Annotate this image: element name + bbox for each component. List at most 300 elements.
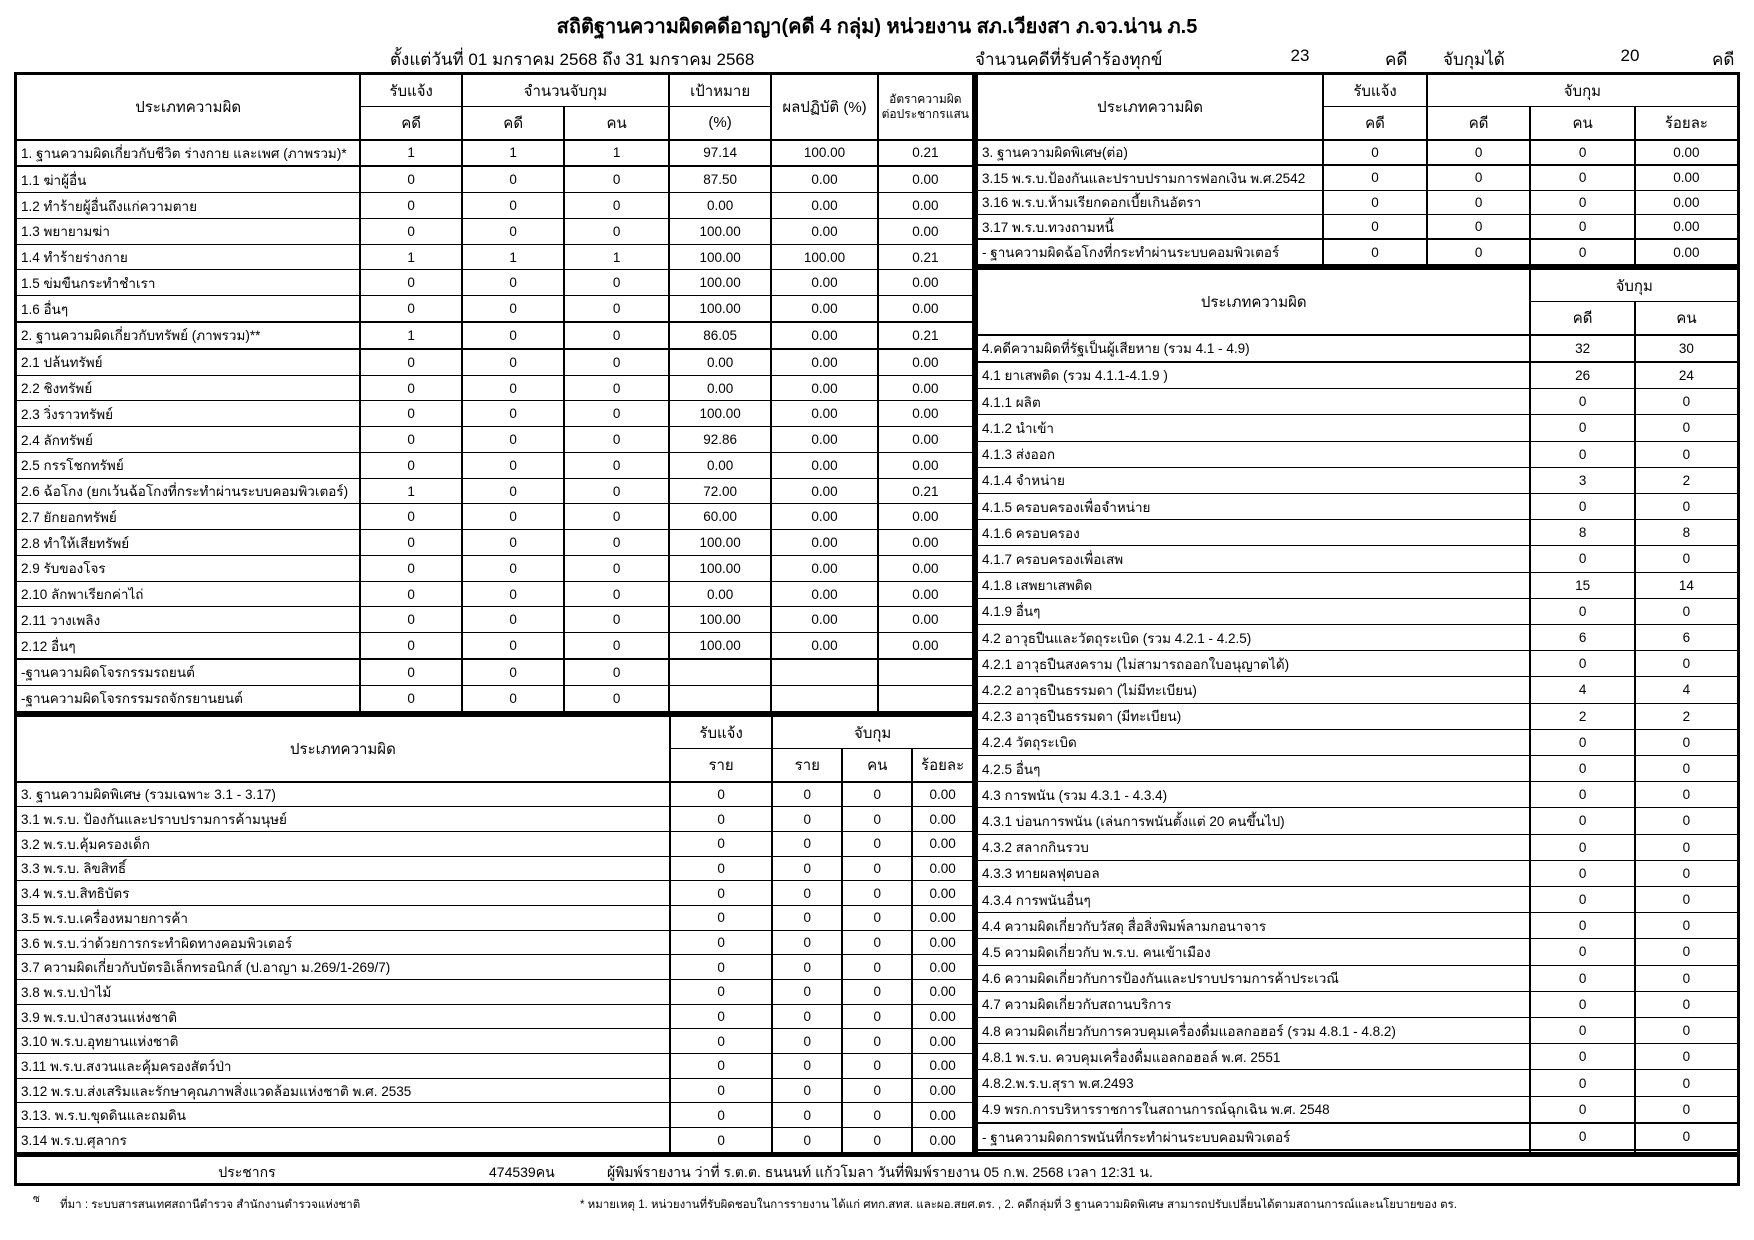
value-cell: 0.00 bbox=[878, 555, 974, 581]
offense-label-cell: 2.11 วางเพลิง bbox=[16, 607, 361, 633]
table-header bbox=[977, 269, 1739, 335]
value-cell: 0.00 bbox=[771, 427, 877, 453]
table-row bbox=[16, 1128, 974, 1154]
value-cell: 0 bbox=[1530, 1070, 1634, 1096]
col-subheader-percent: ร้อยละ bbox=[912, 749, 973, 782]
value-cell: 0.00 bbox=[878, 218, 974, 244]
col-header-arrest: จับกุม bbox=[772, 716, 973, 749]
offense-label-cell: 4.8 ความผิดเกี่ยวกับการควบคุมเครื่องดื่มแอลกอฮอร์ (รวม 4.8.1 - 4.8.2) bbox=[977, 1018, 1531, 1044]
right-column bbox=[975, 72, 1740, 1155]
value-cell: 0.00 bbox=[1635, 165, 1739, 190]
value-cell: 0 bbox=[1530, 1044, 1634, 1070]
offense-label-cell: 3.13. พ.ร.บ.ขุดดินและถมดิน bbox=[16, 1103, 670, 1128]
value-cell: 0.00 bbox=[912, 831, 973, 856]
value-cell: 0 bbox=[1530, 239, 1634, 265]
offense-label-cell: 3.2 พ.ร.บ.คุ้มครองเด็ก bbox=[16, 831, 670, 856]
table-row bbox=[16, 1029, 974, 1054]
arrests-label: จับกุมได้ bbox=[1443, 50, 1505, 69]
value-cell: 0 bbox=[564, 375, 668, 401]
complaints-count: 23 bbox=[1290, 46, 1310, 65]
value-cell: 0.00 bbox=[669, 193, 772, 219]
table-row bbox=[977, 190, 1739, 214]
value-cell bbox=[771, 685, 877, 712]
value-cell: 0 bbox=[1635, 546, 1739, 572]
offense-label-cell: 3.15 พ.ร.บ.ป้องกันและปราบปรามการฟอกเงิน พ.ศ.2542 bbox=[977, 165, 1324, 190]
value-cell: 0 bbox=[772, 1029, 842, 1054]
value-cell: 0 bbox=[1530, 755, 1634, 781]
value-cell: 0 bbox=[462, 581, 565, 607]
value-cell: 0 bbox=[670, 1078, 773, 1103]
value-cell: 1 bbox=[462, 244, 565, 270]
value-cell: 0 bbox=[772, 881, 842, 906]
value-cell: 26 bbox=[1530, 362, 1634, 389]
value-cell: 0 bbox=[842, 1029, 912, 1054]
offense-label-cell: 2.4 ลักทรัพย์ bbox=[16, 427, 361, 453]
table-row bbox=[977, 1150, 1739, 1153]
report-subtitle bbox=[0, 46, 1754, 72]
value-cell: 86.05 bbox=[669, 322, 772, 349]
value-cell: 0.00 bbox=[1635, 214, 1739, 239]
value-cell: 0 bbox=[772, 1078, 842, 1103]
col-header-received: รับแจ้ง bbox=[1323, 74, 1427, 107]
offense-label-cell: 2.8 ทำให้เสียทรัพย์ bbox=[16, 530, 361, 556]
value-cell: 0 bbox=[670, 930, 773, 955]
value-cell: 100.00 bbox=[771, 244, 877, 270]
value-cell: 100.00 bbox=[771, 140, 877, 167]
value-cell: 0 bbox=[564, 401, 668, 427]
value-cell: 0 bbox=[842, 1004, 912, 1029]
value-cell: 0 bbox=[1635, 782, 1739, 808]
value-cell: 0.00 bbox=[771, 530, 877, 556]
offense-label-cell: 3.12 พ.ร.บ.ส่งเสริมและรักษาคุณภาพสิ่งแวดล้อมแห่งชาติ พ.ศ. 2535 bbox=[16, 1078, 670, 1103]
value-cell: 6 bbox=[1635, 624, 1739, 650]
value-cell: 0 bbox=[1530, 140, 1634, 166]
value-cell: 0.00 bbox=[771, 296, 877, 322]
value-cell: 0.00 bbox=[878, 452, 974, 478]
value-cell: 0.00 bbox=[912, 955, 973, 980]
special-offense-table bbox=[14, 714, 975, 1155]
value-cell: 0.00 bbox=[771, 452, 877, 478]
value-cell: 0 bbox=[1635, 493, 1739, 519]
value-cell: 0 bbox=[360, 166, 462, 192]
offense-label-cell: 4.5 ความผิดเกี่ยวกับ พ.ร.บ. คนเข้าเมือง bbox=[977, 939, 1531, 965]
value-cell: 100.00 bbox=[669, 270, 772, 296]
life-property-crime-table bbox=[14, 72, 975, 714]
value-cell: 0 bbox=[1530, 1096, 1634, 1123]
value-cell: 0 bbox=[842, 1054, 912, 1079]
value-cell: 0 bbox=[360, 427, 462, 453]
special-offense-cont-table bbox=[975, 72, 1740, 267]
offense-label-cell: 4.8.2.พ.ร.บ.สุรา พ.ศ.2493 bbox=[977, 1070, 1531, 1096]
value-cell: 0 bbox=[1530, 546, 1634, 572]
value-cell: 0.00 bbox=[878, 401, 974, 427]
value-cell: 0 bbox=[360, 530, 462, 556]
value-cell: 0 bbox=[842, 856, 912, 881]
table-row bbox=[977, 939, 1739, 965]
table-row bbox=[977, 572, 1739, 598]
value-cell: 0 bbox=[1635, 991, 1739, 1017]
offense-label-cell: 3.17 พ.ร.บ.ทวงถามหนี้ bbox=[977, 214, 1324, 239]
table-row bbox=[16, 218, 974, 244]
table-row bbox=[977, 546, 1739, 572]
table-header bbox=[16, 74, 974, 140]
value-cell: 0 bbox=[462, 685, 565, 712]
value-cell: 0 bbox=[670, 1004, 773, 1029]
value-cell: 1 bbox=[564, 140, 668, 167]
offense-label-cell: 2.1 ปล้นทรัพย์ bbox=[16, 349, 361, 375]
offense-label-cell: 2.6 ฉ้อโกง (ยกเว้นฉ้อโกงที่กระทำผ่านระบบคอมพิวเตอร์) bbox=[16, 478, 361, 504]
value-cell: 0 bbox=[1530, 913, 1634, 939]
state-victim-crime-table bbox=[975, 267, 1740, 1155]
value-cell: 0 bbox=[564, 685, 668, 712]
value-cell: 0.00 bbox=[878, 633, 974, 659]
value-cell: 0 bbox=[462, 218, 565, 244]
value-cell: 0 bbox=[564, 581, 668, 607]
value-cell: 0 bbox=[564, 478, 668, 504]
value-cell: 0 bbox=[1427, 165, 1531, 190]
offense-label-cell: 1.2 ทำร้ายผู้อื่นถึงแก่ความตาย bbox=[16, 193, 361, 219]
col-header-received: รับแจ้ง bbox=[360, 74, 462, 107]
value-cell: 0 bbox=[1635, 886, 1739, 912]
value-cell: 0.00 bbox=[878, 270, 974, 296]
table-row bbox=[977, 389, 1739, 415]
value-cell: 0 bbox=[1530, 939, 1634, 965]
value-cell: 0.00 bbox=[912, 1103, 973, 1128]
value-cell: 0 bbox=[670, 1029, 773, 1054]
footnote-mark: ซ bbox=[33, 1194, 40, 1205]
offense-label-cell: 4.7 ความผิดเกี่ยวกับสถานบริการ bbox=[977, 991, 1531, 1017]
value-cell bbox=[1635, 1150, 1739, 1153]
table-row bbox=[16, 349, 974, 375]
value-cell: 100.00 bbox=[669, 296, 772, 322]
table-row bbox=[16, 831, 974, 856]
offense-label-cell: 4.1.3 ส่งออก bbox=[977, 441, 1531, 467]
value-cell: 0.00 bbox=[912, 1004, 973, 1029]
col-subheader-reported: ราย bbox=[670, 749, 773, 782]
value-cell: 0.00 bbox=[771, 581, 877, 607]
value-cell: 0 bbox=[360, 193, 462, 219]
value-cell: 0.00 bbox=[912, 1128, 973, 1154]
value-cell: 0.00 bbox=[771, 607, 877, 633]
table-header bbox=[977, 74, 1739, 140]
table-row bbox=[16, 581, 974, 607]
value-cell: 2 bbox=[1635, 467, 1739, 493]
value-cell: 0.21 bbox=[878, 244, 974, 270]
table-row bbox=[16, 1103, 974, 1128]
population-label: ประชากร bbox=[218, 1164, 276, 1180]
value-cell: 0.00 bbox=[771, 166, 877, 192]
table-row bbox=[977, 493, 1739, 519]
value-cell: 0 bbox=[360, 296, 462, 322]
value-cell: 0 bbox=[462, 530, 565, 556]
value-cell: 0 bbox=[772, 955, 842, 980]
table-row bbox=[977, 1044, 1739, 1070]
table-row bbox=[16, 1004, 974, 1029]
value-cell: 0 bbox=[670, 831, 773, 856]
table-row bbox=[16, 905, 974, 930]
value-cell: 0 bbox=[1427, 239, 1531, 265]
value-cell: 8 bbox=[1530, 520, 1634, 546]
value-cell: 0 bbox=[1530, 214, 1634, 239]
col-header-arrest: จำนวนจับกุม bbox=[462, 74, 669, 107]
value-cell: 0 bbox=[564, 322, 668, 349]
value-cell: 0 bbox=[1635, 965, 1739, 991]
value-cell: 0 bbox=[564, 452, 668, 478]
table-row bbox=[977, 755, 1739, 781]
col-subheader-people: คน bbox=[842, 749, 912, 782]
table-row bbox=[16, 140, 974, 167]
offense-label-cell: 4.2.3 อาวุธปืนธรรมดา (มีทะเบียน) bbox=[977, 703, 1531, 729]
table-row bbox=[16, 166, 974, 192]
value-cell bbox=[669, 659, 772, 685]
value-cell: 0 bbox=[1635, 729, 1739, 755]
value-cell: 0 bbox=[1530, 165, 1634, 190]
value-cell: 0 bbox=[842, 807, 912, 832]
value-cell: 0 bbox=[462, 322, 565, 349]
table-row bbox=[16, 807, 974, 832]
value-cell: 4 bbox=[1530, 677, 1634, 703]
offense-label-cell: 1.5 ข่มขืนกระทำชำเรา bbox=[16, 270, 361, 296]
offense-label-cell: 1.4 ทำร้ายร่างกาย bbox=[16, 244, 361, 270]
value-cell: 0 bbox=[564, 166, 668, 192]
value-cell: 0.00 bbox=[878, 427, 974, 453]
offense-label-cell: - ฐานความผิดฉ้อโกงที่กระทำผ่านระบบคอมพิวเตอร์ bbox=[977, 239, 1324, 265]
value-cell: 0.00 bbox=[912, 881, 973, 906]
value-cell: 1 bbox=[360, 322, 462, 349]
value-cell: 0.00 bbox=[771, 375, 877, 401]
value-cell: 0.00 bbox=[912, 1029, 973, 1054]
value-cell: 0.00 bbox=[669, 452, 772, 478]
source-note: ที่มา : ระบบสารสนเทศสถานีตำรวจ สำนักงานตำรวจแห่งชาติ bbox=[60, 1199, 361, 1211]
value-cell bbox=[771, 659, 877, 685]
offense-label-cell: 3.3 พ.ร.บ. ลิขสิทธิ์ bbox=[16, 856, 670, 881]
value-cell: 0 bbox=[1530, 389, 1634, 415]
table-row bbox=[16, 296, 974, 322]
value-cell: 0 bbox=[1635, 1096, 1739, 1123]
value-cell: 0 bbox=[1323, 190, 1427, 214]
value-cell: 0 bbox=[842, 1103, 912, 1128]
value-cell: 6 bbox=[1530, 624, 1634, 650]
value-cell: 0 bbox=[564, 659, 668, 685]
value-cell: 72.00 bbox=[669, 478, 772, 504]
printed-by-text: ผู้พิมพ์รายงาน ว่าที่ ร.ต.ต. ธนนนท์ แก้วโมลา วันที่พิมพ์รายงาน 05 ก.พ. 2568 เวลา 12:31 น. bbox=[607, 1164, 1153, 1180]
table-row bbox=[16, 633, 974, 659]
value-cell: 0.00 bbox=[1635, 239, 1739, 265]
value-cell: 0 bbox=[462, 270, 565, 296]
table-row bbox=[977, 520, 1739, 546]
value-cell: 0.00 bbox=[771, 193, 877, 219]
value-cell: 0.00 bbox=[878, 607, 974, 633]
table-row bbox=[977, 808, 1739, 834]
col-header-rate: อัตราความผิด ต่อประชากรแสน bbox=[878, 74, 974, 140]
offense-label-cell: -ฐานความผิดโจรกรรมรถยนต์ bbox=[16, 659, 361, 685]
value-cell: 0 bbox=[1530, 190, 1634, 214]
value-cell: 0 bbox=[360, 607, 462, 633]
value-cell: 0 bbox=[1635, 755, 1739, 781]
remark-note: * หมายเหตุ 1. หน่วยงานที่รับผิดชอบในการรายงาน ได้แก่ ศทก.สทส. และผอ.สยศ.ตร. , 2. คดีกลุ่มที่ 3 ฐานความผิดพิเศษ สามารถปรับเปลี่ยนได้ตามสถานการณ์และนโยบายของ ตร. bbox=[580, 1199, 1457, 1211]
offense-label-cell: 4.3.3 ทายผลฟุตบอล bbox=[977, 860, 1531, 886]
offense-label-cell: 4.1.8 เสพยาเสพติด bbox=[977, 572, 1531, 598]
table-row bbox=[16, 504, 974, 530]
value-cell: 0 bbox=[462, 296, 565, 322]
value-cell: 0 bbox=[1427, 214, 1531, 239]
offense-label-cell: -ฐานความผิดโจรกรรมรถจักรยานยนต์ bbox=[16, 685, 361, 712]
value-cell: 0 bbox=[1635, 939, 1739, 965]
table-row bbox=[16, 555, 974, 581]
col-header-received: รับแจ้ง bbox=[670, 716, 773, 749]
offense-label-cell: 4.1.6 ครอบครอง bbox=[977, 520, 1531, 546]
table-row bbox=[977, 239, 1739, 265]
value-cell: 0 bbox=[564, 530, 668, 556]
col-subheader-cases: คดี bbox=[462, 107, 565, 140]
table-row bbox=[16, 659, 974, 685]
offense-label-cell: 4.2.2 อาวุธปืนธรรมดา (ไม่มีทะเบียน) bbox=[977, 677, 1531, 703]
value-cell: 0 bbox=[1635, 808, 1739, 834]
table-row bbox=[16, 930, 974, 955]
value-cell: 0 bbox=[564, 296, 668, 322]
offense-label-cell: 3. ฐานความผิดพิเศษ (รวมเฉพาะ 3.1 - 3.17) bbox=[16, 782, 670, 807]
value-cell: 0 bbox=[462, 193, 565, 219]
col-header-result: ผลปฏิบัติ (%) bbox=[771, 74, 877, 140]
value-cell: 0 bbox=[360, 349, 462, 375]
value-cell: 0 bbox=[462, 607, 565, 633]
value-cell: 0 bbox=[360, 659, 462, 685]
col-subheader-cases: คดี bbox=[360, 107, 462, 140]
value-cell: 0 bbox=[1635, 651, 1739, 677]
value-cell: 0 bbox=[772, 1103, 842, 1128]
value-cell: 100.00 bbox=[669, 607, 772, 633]
value-cell: 14 bbox=[1635, 572, 1739, 598]
value-cell: 100.00 bbox=[669, 244, 772, 270]
value-cell: 0.00 bbox=[771, 218, 877, 244]
value-cell: 0 bbox=[772, 1004, 842, 1029]
value-cell: 0.00 bbox=[669, 581, 772, 607]
table-row bbox=[977, 165, 1739, 190]
value-cell: 87.50 bbox=[669, 166, 772, 192]
value-cell: 100.00 bbox=[669, 401, 772, 427]
value-cell: 1 bbox=[360, 244, 462, 270]
offense-label-cell: 3.11 พ.ร.บ.สงวนและคุ้มครองสัตว์ป่า bbox=[16, 1054, 670, 1079]
table-row bbox=[977, 441, 1739, 467]
offense-label-cell: 1. ฐานความผิดเกี่ยวกับชีวิต ร่างกาย และเพศ (ภาพรวม)* bbox=[16, 140, 361, 167]
value-cell: 100.00 bbox=[669, 633, 772, 659]
offense-label-cell: 3.5 พ.ร.บ.เครื่องหมายการค้า bbox=[16, 905, 670, 930]
value-cell: 0.00 bbox=[912, 980, 973, 1005]
value-cell: 0.00 bbox=[912, 905, 973, 930]
col-subheader-target-pct: (%) bbox=[669, 107, 772, 140]
value-cell: 8 bbox=[1635, 520, 1739, 546]
offense-label-cell: 3.16 พ.ร.บ.ห้ามเรียกดอกเบี้ยเกินอัตรา bbox=[977, 190, 1324, 214]
value-cell: 0 bbox=[670, 1054, 773, 1079]
value-cell: 0 bbox=[842, 1128, 912, 1154]
value-cell: 100.00 bbox=[669, 218, 772, 244]
value-cell: 0 bbox=[462, 452, 565, 478]
table-row bbox=[16, 856, 974, 881]
value-cell: 0.00 bbox=[912, 807, 973, 832]
value-cell: 0 bbox=[670, 1128, 773, 1154]
value-cell: 0.00 bbox=[771, 270, 877, 296]
table-row bbox=[977, 703, 1739, 729]
value-cell: 0 bbox=[1635, 389, 1739, 415]
value-cell: 1 bbox=[360, 140, 462, 167]
offense-label-cell: 3.1 พ.ร.บ. ป้องกันและปราบปรามการค้ามนุษย์ bbox=[16, 807, 670, 832]
table-header bbox=[16, 716, 974, 782]
value-cell: 0 bbox=[462, 555, 565, 581]
table-row bbox=[977, 677, 1739, 703]
table-row bbox=[977, 1123, 1739, 1150]
table-row bbox=[977, 834, 1739, 860]
value-cell: 2 bbox=[1635, 703, 1739, 729]
value-cell: 0 bbox=[360, 452, 462, 478]
left-column bbox=[14, 72, 975, 1155]
offense-label-cell: 4.2.4 วัตถุระเบิด bbox=[977, 729, 1531, 755]
tables-container bbox=[14, 72, 1740, 1155]
table-row bbox=[16, 685, 974, 712]
col-subheader-cases: คดี bbox=[1427, 107, 1531, 140]
value-cell: 0 bbox=[1530, 965, 1634, 991]
table-row bbox=[16, 607, 974, 633]
offense-label-cell: 2.3 วิ่งราวทรัพย์ bbox=[16, 401, 361, 427]
value-cell: 0 bbox=[360, 270, 462, 296]
offense-label-cell: 4.1.1 ผลิต bbox=[977, 389, 1531, 415]
value-cell: 0 bbox=[462, 375, 565, 401]
offense-label-cell: 2. ฐานความผิดเกี่ยวกับทรัพย์ (ภาพรวม)** bbox=[16, 322, 361, 349]
value-cell: 0 bbox=[564, 633, 668, 659]
col-subheader-people: คน bbox=[1635, 302, 1739, 335]
table-row bbox=[977, 913, 1739, 939]
value-cell: 0 bbox=[1530, 441, 1634, 467]
value-cell: 0 bbox=[1530, 598, 1634, 624]
value-cell: 0 bbox=[1530, 415, 1634, 441]
value-cell: 92.86 bbox=[669, 427, 772, 453]
table-row bbox=[16, 193, 974, 219]
value-cell: 0 bbox=[842, 905, 912, 930]
value-cell: 0 bbox=[1530, 860, 1634, 886]
col-subheader-people: คน bbox=[1530, 107, 1634, 140]
value-cell: 0.00 bbox=[771, 504, 877, 530]
offense-label-cell: 4.3.4 การพนันอื่นๆ bbox=[977, 886, 1531, 912]
value-cell: 0 bbox=[1635, 598, 1739, 624]
offense-label-cell: 4.3.1 บ่อนการพนัน (เล่นการพนันตั้งแต่ 20 คนขึ้นไป) bbox=[977, 808, 1531, 834]
value-cell: 0 bbox=[670, 807, 773, 832]
value-cell: 0 bbox=[360, 581, 462, 607]
offense-label-cell: 4.1.7 ครอบครองเพื่อเสพ bbox=[977, 546, 1531, 572]
table-row bbox=[977, 782, 1739, 808]
value-cell: 0.00 bbox=[912, 930, 973, 955]
col-subheader-people: คน bbox=[564, 107, 668, 140]
value-cell: 0.00 bbox=[912, 1054, 973, 1079]
col-header-arrest: จับกุม bbox=[1530, 269, 1738, 302]
value-cell: 0 bbox=[462, 349, 565, 375]
value-cell: 0 bbox=[670, 980, 773, 1005]
value-cell: 0 bbox=[772, 807, 842, 832]
value-cell: 0 bbox=[842, 881, 912, 906]
value-cell: 0 bbox=[670, 881, 773, 906]
value-cell: 0 bbox=[1427, 140, 1531, 166]
value-cell: 0 bbox=[1323, 165, 1427, 190]
value-cell: 32 bbox=[1530, 335, 1634, 362]
value-cell: 0 bbox=[842, 1078, 912, 1103]
value-cell: 0 bbox=[360, 555, 462, 581]
value-cell: 0.00 bbox=[912, 1078, 973, 1103]
value-cell: 0 bbox=[772, 1054, 842, 1079]
value-cell: 0.00 bbox=[669, 349, 772, 375]
table-row bbox=[977, 1018, 1739, 1044]
col-header-offense: ประเภทความผิด bbox=[16, 716, 670, 782]
table-row bbox=[977, 729, 1739, 755]
value-cell: 0 bbox=[772, 905, 842, 930]
table-row bbox=[977, 886, 1739, 912]
